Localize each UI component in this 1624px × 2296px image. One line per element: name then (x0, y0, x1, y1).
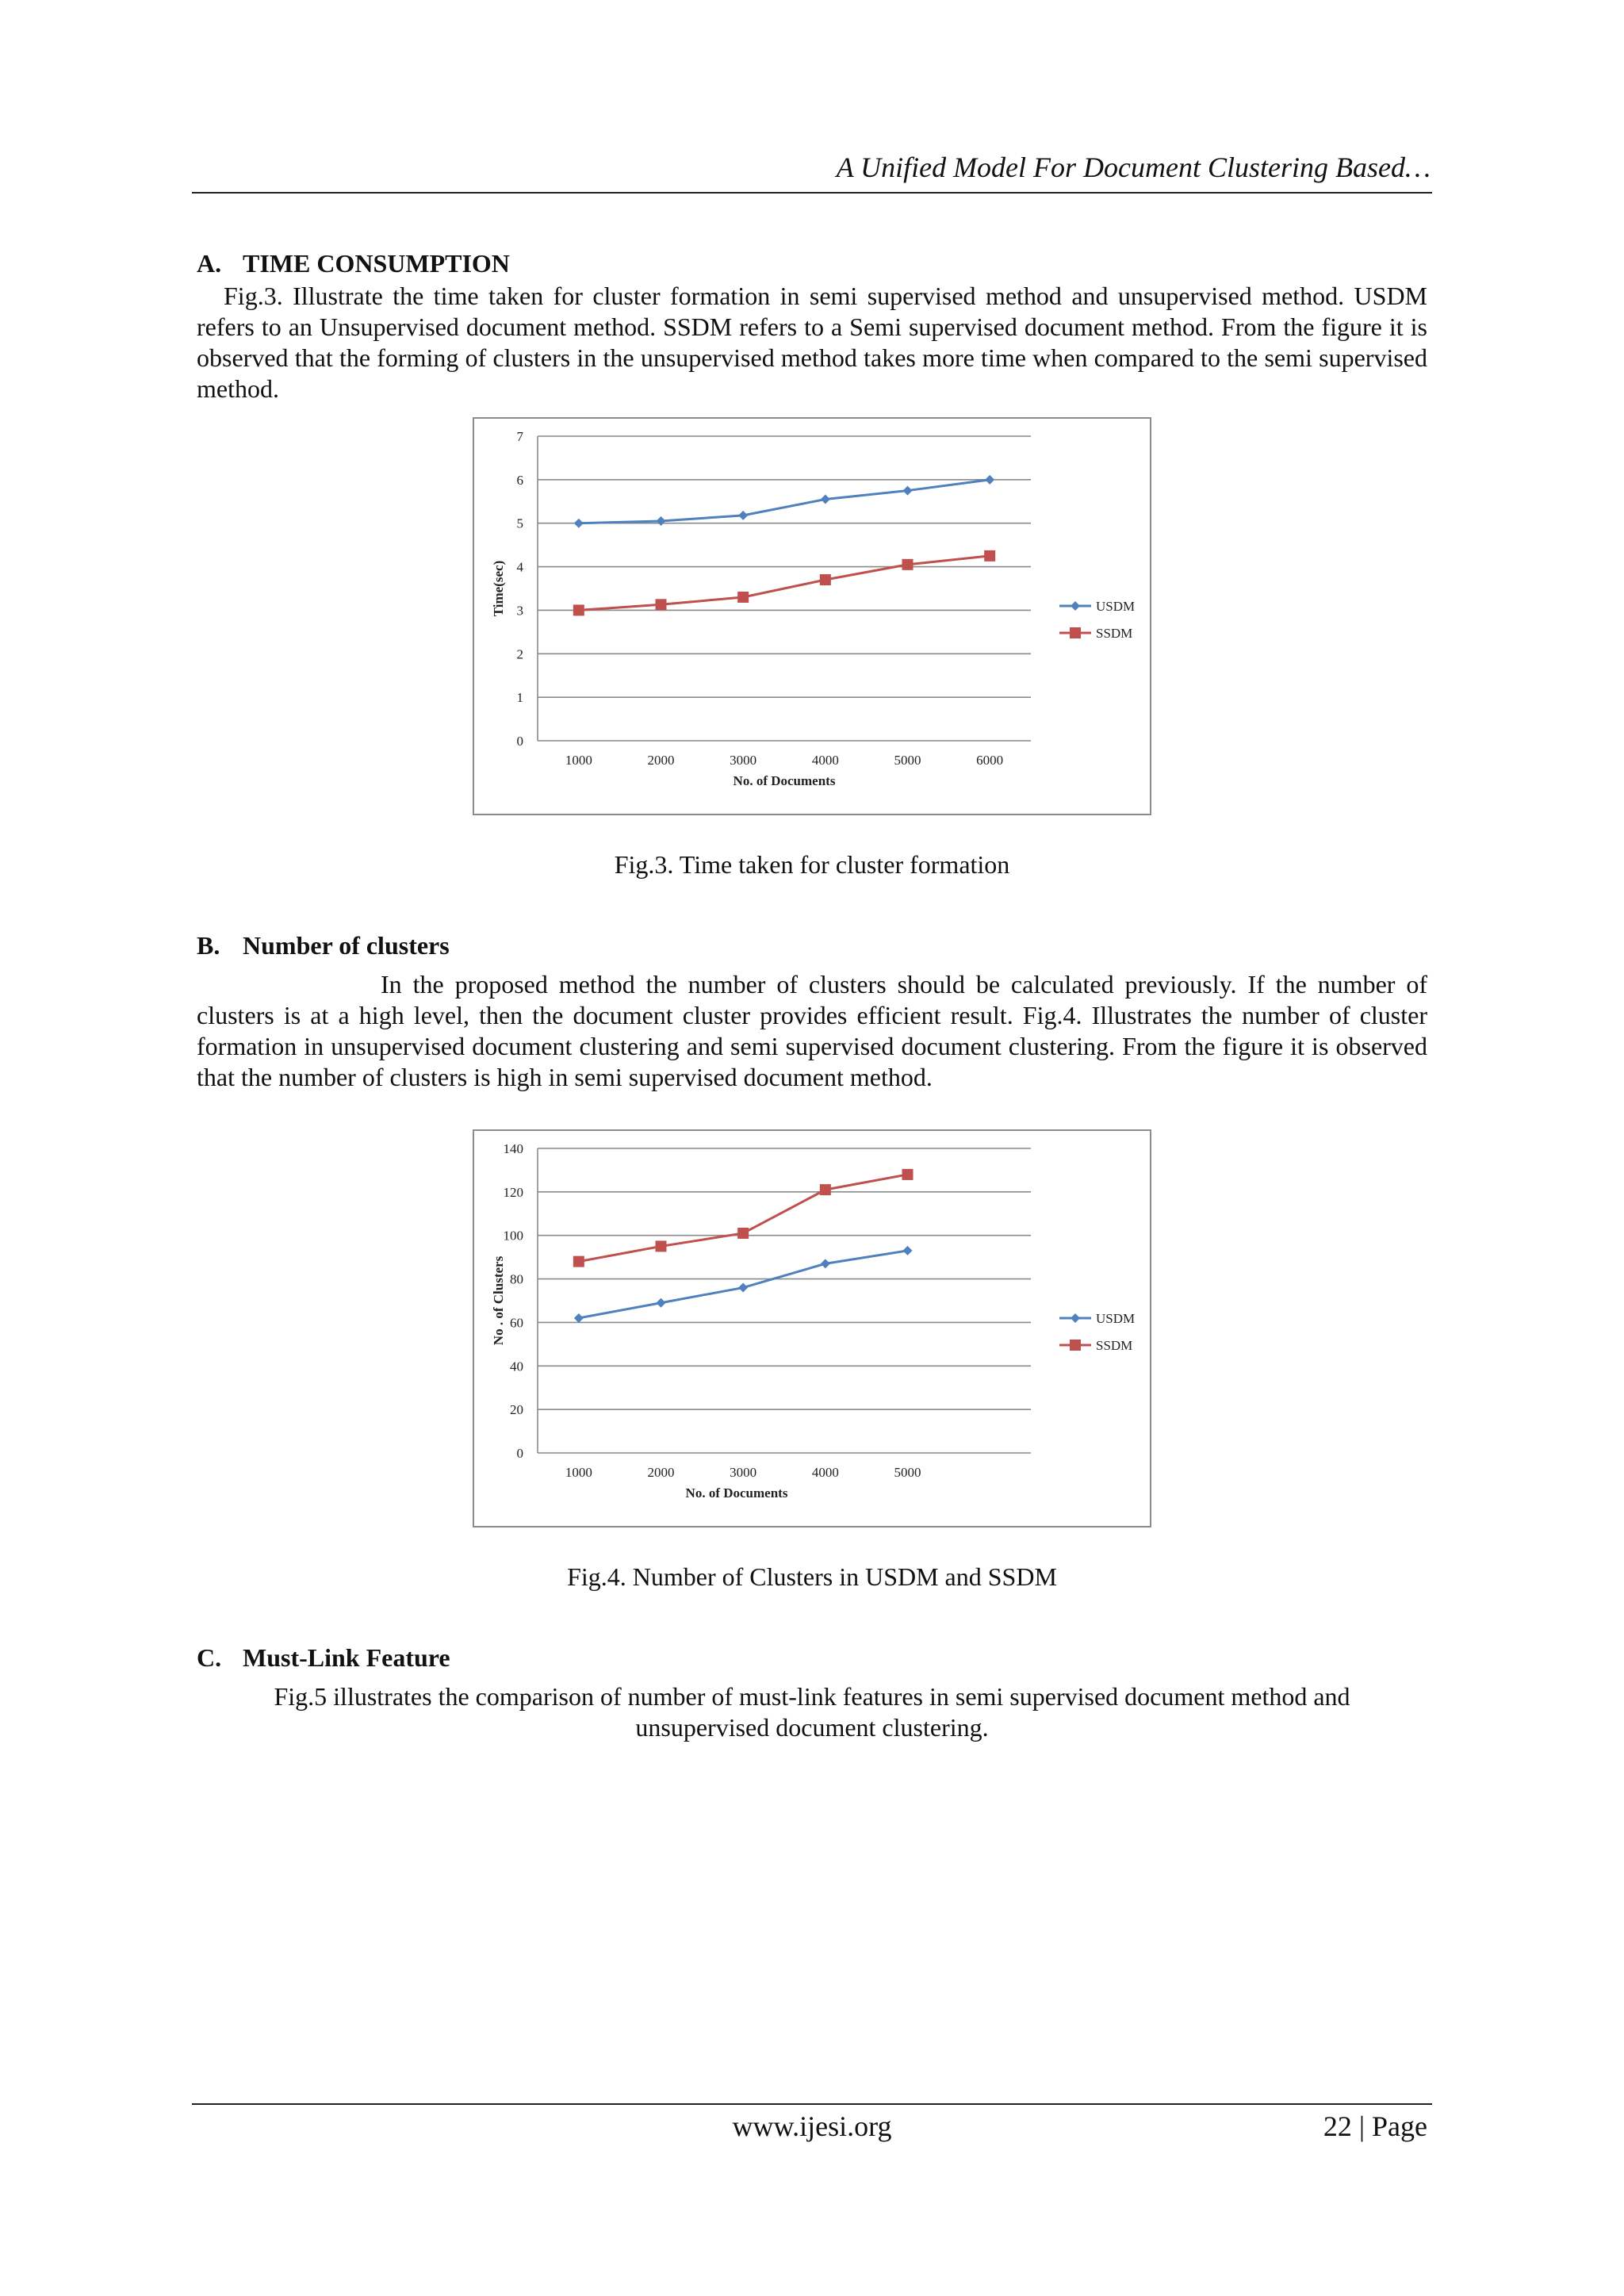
chart2-x-tick-label: 2000 (647, 1465, 675, 1480)
chart1-usdm-point (985, 475, 994, 485)
chart2-ssdm-point (656, 1240, 667, 1251)
figure-4-caption: Fig.4. Number of Clusters in USDM and SSDM (567, 1562, 1057, 1591)
chart2-y-tick-label: 20 (510, 1402, 523, 1418)
chart1-usdm-line (579, 480, 990, 523)
chart2-usdm-point (574, 1313, 584, 1323)
section-a-heading (197, 249, 510, 278)
chart2-x-tick-label: 3000 (730, 1465, 757, 1480)
chart2-ssdm-point (902, 1169, 914, 1180)
running-header: A Unified Model For Document Clustering Based… (836, 151, 1431, 183)
chart1-ssdm-point (820, 574, 831, 585)
chart1-y-tick-label: 0 (516, 734, 523, 749)
footer-page-number: 22 | Page (1323, 2110, 1427, 2142)
chart1-legend-usdm-label: USDM (1096, 599, 1136, 614)
chart1-x-tick-label: 4000 (811, 753, 839, 768)
chart2-x-axis-label: No. of Documents (685, 1485, 788, 1501)
footer-rule (192, 2103, 1432, 2105)
chart1-y-tick-label: 5 (516, 516, 523, 531)
chart1-legend-ssdm-label: SSDM (1096, 626, 1133, 641)
section-c-title: Must-Link Feature (243, 1643, 450, 1672)
chart2-usdm-point (821, 1259, 830, 1268)
chart2-x-tick-label: 4000 (811, 1465, 839, 1480)
chart2-x-tick-label: 1000 (565, 1465, 592, 1480)
chart1-y-tick-label: 2 (516, 646, 523, 662)
chart2-ssdm-point (820, 1184, 831, 1195)
chart2-y-tick-label: 0 (516, 1446, 523, 1461)
section-a-number: A. (197, 249, 222, 278)
chart2-legend-usdm-label: USDM (1096, 1311, 1136, 1326)
footer-url: www.ijesi.org (732, 2110, 892, 2142)
chart2-y-axis-label: No . of Clusters (491, 1255, 506, 1346)
chart1-x-tick-label: 5000 (894, 753, 921, 768)
figure-3-chart (474, 419, 1150, 814)
chart2-ssdm-point (573, 1256, 584, 1267)
chart1-usdm-point (738, 511, 748, 520)
chart1-x-axis-label: No. of Documents (733, 773, 836, 788)
section-a-title: TIME CONSUMPTION (243, 249, 510, 278)
chart2-y-tick-label: 60 (510, 1315, 523, 1331)
section-c-paragraph: Fig.5 illustrates the comparison of number of must-link features in semi supervised document method and unsupervised document clustering. (274, 1682, 1350, 1742)
chart2-ssdm-line (579, 1175, 908, 1262)
chart1-y-tick-label: 3 (516, 603, 523, 619)
chart1-y-tick-label: 7 (516, 429, 523, 444)
chart1-usdm-point (903, 486, 913, 496)
chart1-legend-usdm-marker (1071, 601, 1080, 611)
chart2-y-tick-label: 40 (510, 1359, 523, 1374)
chart1-x-tick-label: 1000 (565, 753, 592, 768)
chart1-y-tick-label: 4 (516, 559, 523, 575)
chart2-usdm-point (657, 1298, 666, 1308)
chart1-x-tick-label: 2000 (647, 753, 675, 768)
chart1-usdm-point (574, 519, 584, 528)
figure-3-caption: Fig.3. Time taken for cluster formation (614, 850, 1010, 879)
chart1-ssdm-point (984, 550, 995, 562)
chart1-x-tick-label: 6000 (976, 753, 1004, 768)
section-b-paragraph: In the proposed method the number of clusters should be calculated previously. If the number of clusters is at a high level, then the document cluster provides efficient result. Fig.4. Illustrates the number of cluster formation in unsupervised document clustering and semi supervised document clustering. From the figure it is observed that the number of clusters is high in semi supervised document method. (197, 970, 1427, 1091)
chart1-ssdm-point (656, 599, 667, 610)
chart1-ssdm-line (579, 556, 990, 611)
chart1-usdm-point (821, 495, 830, 504)
section-b-number: B. (197, 931, 220, 960)
chart1-x-tick-label: 3000 (730, 753, 757, 768)
chart1-ssdm-point (573, 604, 584, 615)
chart1-y-axis-label: Time(sec) (491, 560, 506, 617)
chart2-y-tick-label: 140 (503, 1141, 523, 1156)
chart2-legend-ssdm-marker (1070, 1340, 1081, 1351)
chart2-usdm-point (903, 1246, 913, 1255)
figure-4 (473, 1129, 1151, 1527)
chart2-legend-ssdm-label: SSDM (1096, 1338, 1133, 1353)
chart1-y-tick-label: 6 (516, 472, 523, 488)
chart1-ssdm-point (737, 592, 749, 603)
section-b-title: Number of clusters (243, 931, 450, 960)
section-b-heading (197, 931, 450, 960)
chart2-y-tick-label: 100 (503, 1228, 523, 1244)
chart1-ssdm-point (902, 559, 914, 570)
section-c-number: C. (197, 1643, 222, 1672)
chart2-ssdm-point (737, 1228, 749, 1239)
chart1-usdm-point (657, 516, 666, 526)
chart2-x-tick-label: 5000 (894, 1465, 921, 1480)
figure-3 (473, 417, 1151, 815)
header-rule (192, 192, 1432, 194)
chart1-legend-ssdm-marker (1070, 627, 1081, 638)
chart2-y-tick-label: 120 (503, 1184, 523, 1200)
chart2-usdm-point (738, 1283, 748, 1293)
chart2-legend-usdm-marker (1071, 1313, 1080, 1323)
section-c-heading (197, 1643, 450, 1673)
section-a-paragraph: Fig.3. Illustrate the time taken for cluster formation in semi supervised method and unsupervised method. USDM refers to an Unsupervised document method. SSDM refers to a Semi supervised document method. From the figure it is observed that the forming of clusters in the unsupervised method takes more time when compared to the semi supervised method. (197, 282, 1427, 403)
chart2-y-tick-label: 80 (510, 1271, 523, 1287)
chart1-y-tick-label: 1 (516, 690, 523, 706)
figure-4-chart (474, 1131, 1150, 1526)
